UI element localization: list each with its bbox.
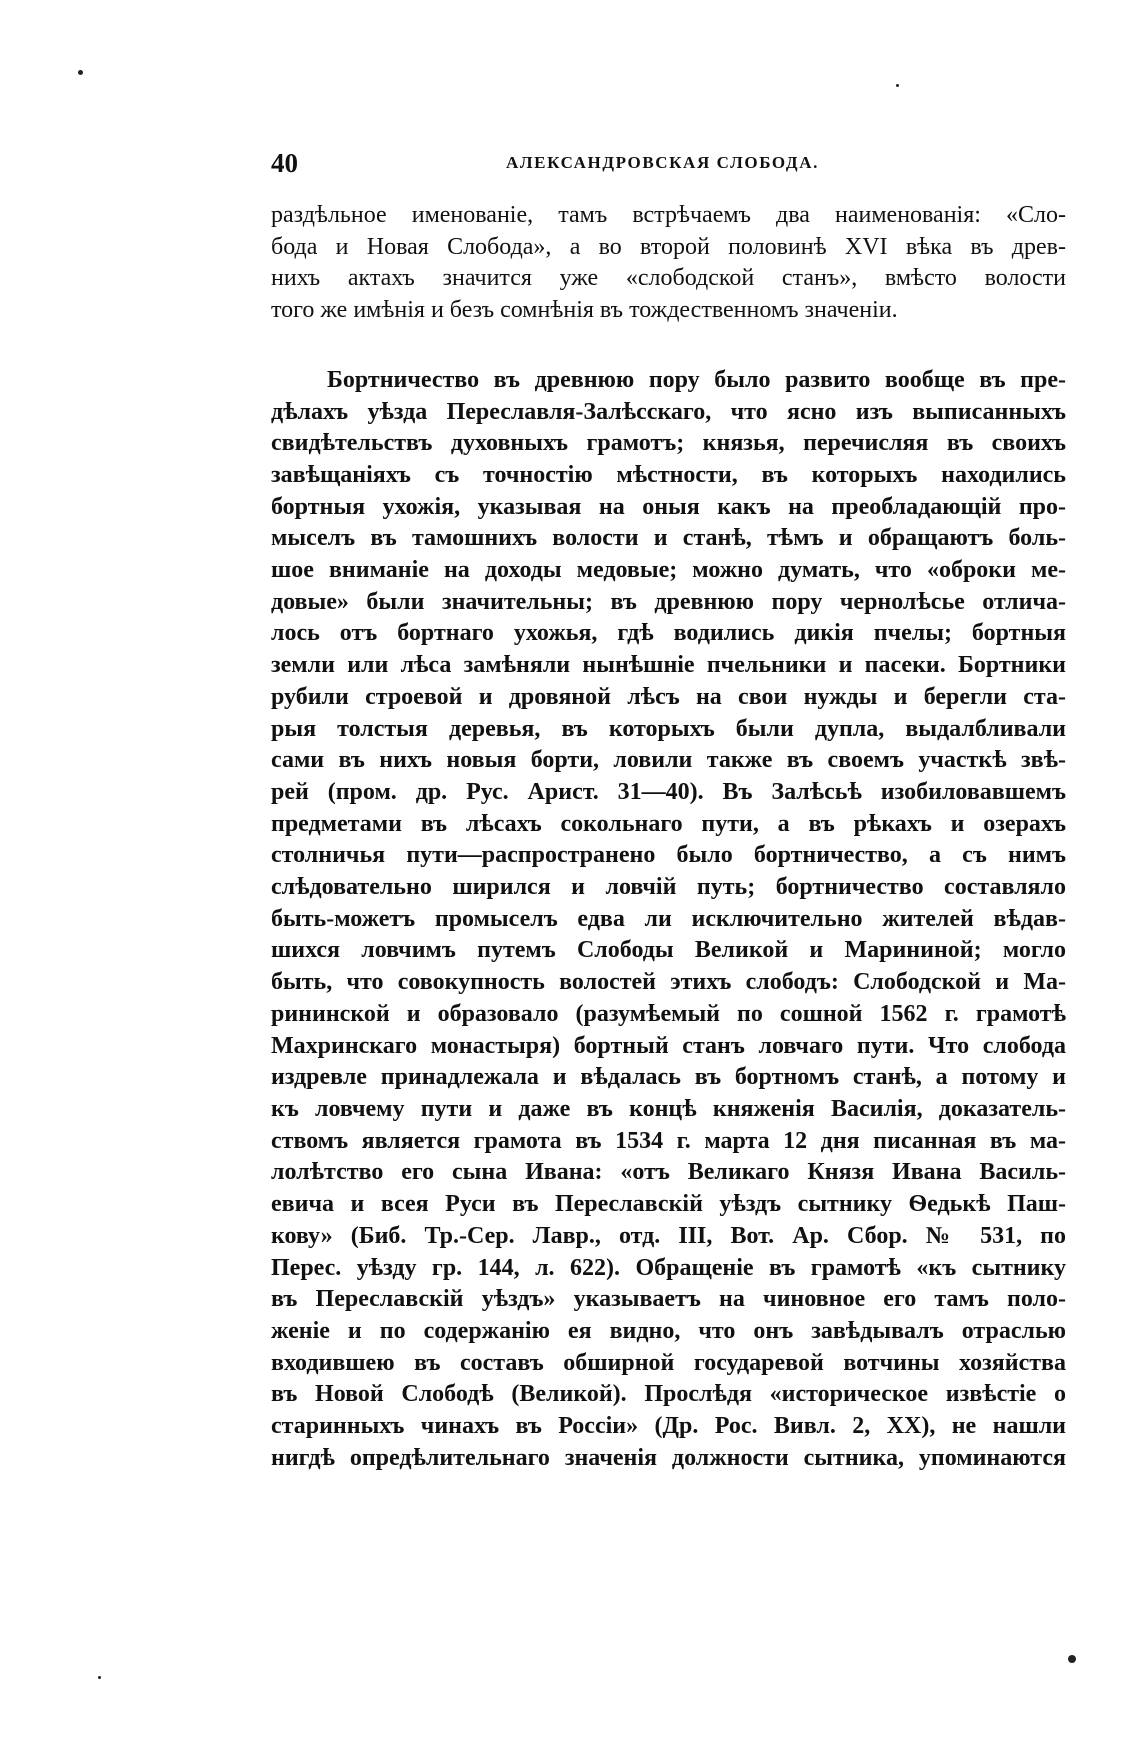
ink-speck [78,70,83,75]
text-line: Перес. уѣзду гр. 144, л. 622). Обращеніе въ грамотѣ «къ сытнику [271,1254,1066,1281]
paragraph-bortnichestvo [271,365,1066,1475]
text-line: завѣщаніяхъ съ точностію мѣстности, въ которыхъ находились [271,461,1066,488]
text-line: земли или лѣса замѣняли нынѣшніе пчельники и пасеки. Бортники [271,652,1066,679]
text-line: нихъ актахъ значится уже «слободской станъ», вмѣсто волости [271,265,1066,292]
ink-speck [98,1676,101,1679]
text-line: рубили строевой и дровяной лѣсъ на свои нужды и берегли ста- [271,683,1066,710]
text-line: рыя толстыя деревья, въ которыхъ были дупла, выдалбливали [271,715,1066,742]
text-line: старинныхъ чинахъ въ Россіи» (Др. Рос. Вивл. 2, XX), не нашли [271,1413,1066,1440]
text-line: издревле принадлежала и вѣдалась въ бортномъ станѣ, а потому и [271,1064,1066,1091]
text-line: въ Переславскій уѣздъ» указываетъ на чиновное его тамъ поло- [271,1286,1066,1313]
text-line: женіе и по содержанію ея видно, что онъ завѣдывалъ отраслью [271,1317,1066,1344]
paragraph-continuation [271,200,1066,327]
text-line: Махринскаго монастыря) бортный станъ ловчаго пути. Что слобода [271,1032,1066,1059]
ink-speck [896,84,899,87]
text-line: евича и всея Руси въ Переславскій уѣздъ сытнику Ѳедькѣ Паш- [271,1191,1066,1218]
text-line: свидѣтельствъ духовныхъ грамотъ; князья, перечисляя въ своихъ [271,430,1066,457]
text-line: того же имѣнія и безъ сомнѣнія въ тождественномъ значеніи. [271,297,898,324]
body-text [271,200,1066,1474]
text-line: бортныя ухожія, указывая на оныя какъ на преобладающій про- [271,493,1066,520]
running-title: АЛЕКСАНДРОВСКАЯ СЛОБОДА. [506,153,819,172]
text-line: въ Новой Слободѣ (Великой). Прослѣдя «историческое извѣстіе о [271,1381,1066,1408]
text-line: кову» (Биб. Тр.-Сер. Лавр., отд. III, Вот. Ар. Сбор. № 531, по [271,1222,1066,1249]
text-line: мыселъ въ тамошнихъ волости и станѣ, тѣмъ и обращаютъ боль- [271,525,1066,552]
text-line: лолѣтство его сына Ивана: «отъ Великаго Князя Ивана Василь- [271,1159,1066,1186]
text-line: входившею въ составъ обширной государевой вотчины хозяйства [271,1349,1066,1376]
page-number: 40 [271,148,298,178]
text-line: раздѣльное именованіе, тамъ встрѣчаемъ два наименованія: «Сло- [271,202,1066,228]
text-line: ствомъ является грамота въ 1534 г. марта 12 дня писанная въ ма- [271,1127,1066,1154]
running-header [271,148,1071,178]
ink-speck [1068,1655,1076,1663]
text-line: бода и Новая Слобода», а во второй половинѣ XVI вѣка въ древ- [271,233,1066,260]
text-line: Бортничество въ древнюю пору было развито вообще въ пре- [327,366,1066,393]
text-line: рининской и образовало (разумѣемый по сошной 1562 г. грамотѣ [271,1000,1066,1027]
text-line: довые» были значительны; въ древнюю пору чернолѣсье отлича- [271,588,1066,615]
text-line: дѣлахъ уѣзда Переславля-Залѣсскаго, что ясно изъ выписанныхъ [271,398,1066,425]
text-line: лось отъ бортнаго ухожья, гдѣ водились дикія пчелы; бортныя [271,620,1066,647]
text-line: рей (пром. др. Рус. Арист. 31—40). Въ Залѣсьѣ изобиловавшемъ [271,778,1066,805]
text-line: сами въ нихъ новыя борти, ловили также въ своемъ участкѣ звѣ- [271,747,1066,774]
text-line: нигдѣ опредѣлительнаго значенія должности сытника, упоминаются [271,1444,1066,1471]
text-line: слѣдовательно ширился и ловчій путь; бортничество составляло [271,874,1066,901]
text-line: шихся ловчимъ путемъ Слободы Великой и Марининой; могло [271,937,1066,964]
text-line: предметами въ лѣсахъ сокольнаго пути, а въ рѣкахъ и озерахъ [271,810,1066,837]
text-line: шое вниманіе на доходы медовые; можно думать, что «оброки ме- [271,557,1066,584]
text-line: быть-можетъ промыселъ едва ли исключительно жителей вѣдав- [271,905,1066,932]
text-line: быть, что совокупность волостей этихъ слободъ: Слободской и Ма- [271,969,1066,996]
text-line: къ ловчему пути и даже въ концѣ княженія Василія, доказатель- [271,1095,1066,1122]
text-line: столничья пути—распространено было бортничество, а съ нимъ [271,842,1066,869]
